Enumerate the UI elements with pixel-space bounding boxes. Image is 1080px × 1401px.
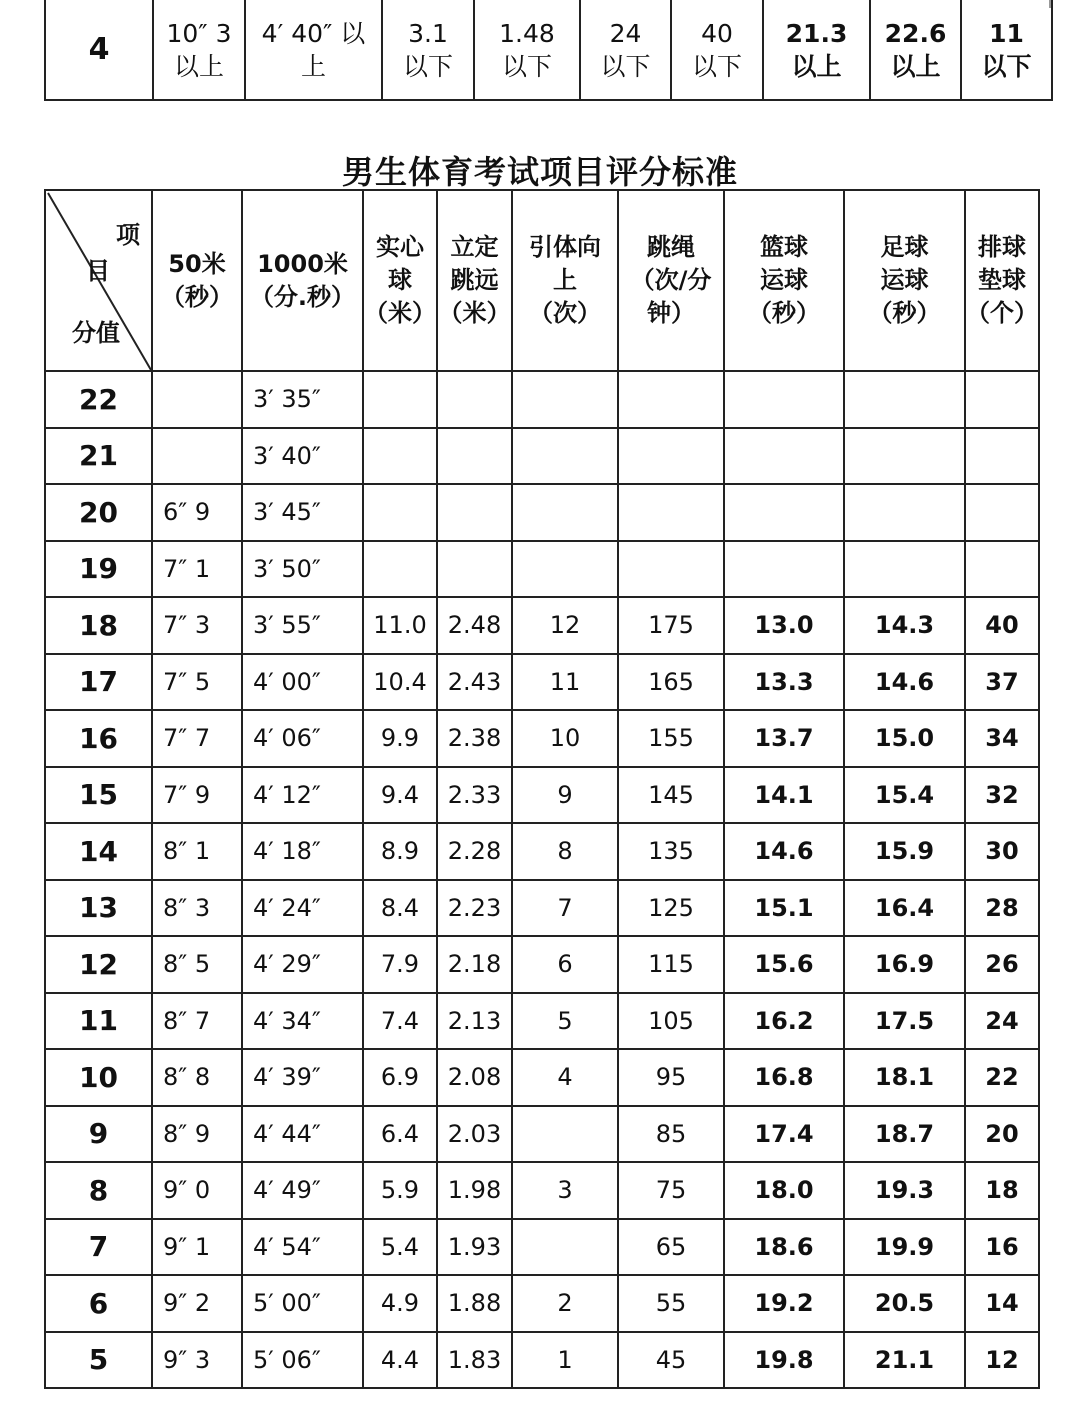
table-cell: 11 以下 — [961, 0, 1052, 100]
table-cell: 1.48 以下 — [474, 0, 580, 100]
column-header-line: 1000米 — [257, 249, 348, 278]
table-cell: 55 — [618, 1275, 724, 1332]
table-cell: 11 — [512, 654, 618, 711]
score-cell: 16 — [45, 710, 152, 767]
table-cell: 3′ 35″ — [242, 371, 363, 428]
table-cell: 145 — [618, 767, 724, 824]
table-cell: 9.9 — [363, 710, 437, 767]
table-cell: 11.0 — [363, 597, 437, 654]
table-cell: 19.2 — [724, 1275, 844, 1332]
table-row — [45, 1332, 1039, 1389]
column-header-line: 上 — [553, 266, 577, 294]
column-header — [512, 190, 618, 371]
table-cell: 12 — [965, 1332, 1039, 1389]
table-cell: 4′ 00″ — [242, 654, 363, 711]
table-cell — [437, 484, 512, 541]
table-cell: 4.9 — [363, 1275, 437, 1332]
table-row — [45, 484, 1039, 541]
table-cell — [844, 484, 965, 541]
table-cell: 8.9 — [363, 823, 437, 880]
score-cell: 22 — [45, 371, 152, 428]
table-cell: 13.3 — [724, 654, 844, 711]
corner-header — [45, 190, 152, 371]
column-header-line: 立定 — [450, 233, 499, 261]
table-cell: 8″ 9 — [152, 1106, 242, 1163]
table-row — [45, 1162, 1039, 1219]
table-cell: 7″ 9 — [152, 767, 242, 824]
score-cell: 20 — [45, 484, 152, 541]
table-cell: 8″ 8 — [152, 1049, 242, 1106]
table-cell: 15.0 — [844, 710, 965, 767]
table-cell — [965, 484, 1039, 541]
table-cell: 2.23 — [437, 880, 512, 937]
table-cell: 10 — [512, 710, 618, 767]
table-cell — [512, 484, 618, 541]
table-cell: 19.8 — [724, 1332, 844, 1389]
table-cell: 1 — [512, 1332, 618, 1389]
table-cell: 14 — [965, 1275, 1039, 1332]
column-header-line: 垫球 — [978, 266, 1026, 294]
table-cell: 135 — [618, 823, 724, 880]
column-header-line: （分.秒） — [249, 282, 356, 311]
column-header-line: 实心 — [376, 233, 424, 261]
table-cell: 3′ 45″ — [242, 484, 363, 541]
table-row — [45, 823, 1039, 880]
table-cell — [512, 428, 618, 485]
table-cell: 7″ 1 — [152, 541, 242, 598]
table-cell: 4′ 06″ — [242, 710, 363, 767]
column-header-line: （个） — [966, 299, 1038, 327]
score-cell: 17 — [45, 654, 152, 711]
table-row — [45, 428, 1039, 485]
table-cell: 14.3 — [844, 597, 965, 654]
table-cell: 125 — [618, 880, 724, 937]
table-cell: 19.3 — [844, 1162, 965, 1219]
table-cell: 6.9 — [363, 1049, 437, 1106]
table-cell — [512, 1106, 618, 1163]
column-header-line: 排球 — [978, 233, 1026, 261]
table-cell — [363, 371, 437, 428]
table-cell: 3′ 50″ — [242, 541, 363, 598]
table-cell: 8″ 5 — [152, 936, 242, 993]
table-cell: 34 — [965, 710, 1039, 767]
table-row — [45, 1275, 1039, 1332]
corner-label-item2: 目 — [86, 257, 110, 285]
table-cell: 5′ 06″ — [242, 1332, 363, 1389]
table-cell — [437, 371, 512, 428]
table-cell: 17.5 — [844, 993, 965, 1050]
table-cell: 9 — [512, 767, 618, 824]
table-cell — [512, 541, 618, 598]
column-header-line: （秒） — [161, 282, 233, 311]
table-cell: 8″ 7 — [152, 993, 242, 1050]
score-cell: 19 — [45, 541, 152, 598]
score-cell: 14 — [45, 823, 152, 880]
column-header — [724, 190, 844, 371]
table-cell: 4′ 49″ — [242, 1162, 363, 1219]
column-header-line: 运球 — [760, 266, 808, 294]
table-cell — [618, 428, 724, 485]
table-cell: 18.6 — [724, 1219, 844, 1276]
table-cell: 45 — [618, 1332, 724, 1389]
column-header — [437, 190, 512, 371]
table-cell: 15.1 — [724, 880, 844, 937]
table-cell: 2.13 — [437, 993, 512, 1050]
table-cell — [618, 484, 724, 541]
table-cell: 16.4 — [844, 880, 965, 937]
table-row — [45, 936, 1039, 993]
table-cell: 2.08 — [437, 1049, 512, 1106]
score-cell: 10 — [45, 1049, 152, 1106]
table-cell — [844, 428, 965, 485]
table-cell: 14.6 — [844, 654, 965, 711]
score-cell: 4 — [45, 0, 153, 100]
table-cell — [152, 428, 242, 485]
table-cell: 9″ 1 — [152, 1219, 242, 1276]
table-row — [45, 654, 1039, 711]
table-cell: 13.0 — [724, 597, 844, 654]
column-header-line: 足球 — [880, 233, 929, 261]
table-cell: 1.88 — [437, 1275, 512, 1332]
table-cell — [512, 371, 618, 428]
table-row — [45, 1049, 1039, 1106]
table-cell: 4′ 34″ — [242, 993, 363, 1050]
table-cell: 18.7 — [844, 1106, 965, 1163]
table-cell — [965, 428, 1039, 485]
table-cell: 7 — [512, 880, 618, 937]
table-cell — [437, 428, 512, 485]
table-cell: 22 — [965, 1049, 1039, 1106]
table-cell: 21.1 — [844, 1332, 965, 1389]
table-cell: 65 — [618, 1219, 724, 1276]
table-cell: 4′ 39″ — [242, 1049, 363, 1106]
table-cell: 16.9 — [844, 936, 965, 993]
table-cell: 1.83 — [437, 1332, 512, 1389]
column-header — [965, 190, 1039, 371]
table-row — [45, 880, 1039, 937]
table-cell: 6.4 — [363, 1106, 437, 1163]
table-cell — [844, 371, 965, 428]
column-header-line: （秒） — [748, 299, 820, 327]
table-cell — [363, 541, 437, 598]
column-header-line: （米） — [364, 299, 436, 327]
table-cell — [965, 541, 1039, 598]
table-cell: 2.38 — [437, 710, 512, 767]
score-cell: 11 — [45, 993, 152, 1050]
table-row — [45, 1219, 1039, 1276]
table-cell: 7.9 — [363, 936, 437, 993]
table-cell: 2.18 — [437, 936, 512, 993]
table-cell: 8 — [512, 823, 618, 880]
score-cell: 15 — [45, 767, 152, 824]
table-cell: 14.1 — [724, 767, 844, 824]
column-header — [363, 190, 437, 371]
table-cell: 13.7 — [724, 710, 844, 767]
table-cell: 15.6 — [724, 936, 844, 993]
table-cell: 6 — [512, 936, 618, 993]
table-cell: 105 — [618, 993, 724, 1050]
page-edge-mark — [1049, 0, 1051, 8]
table-cell: 32 — [965, 767, 1039, 824]
table-row — [45, 993, 1039, 1050]
table-cell: 4 — [512, 1049, 618, 1106]
table-cell: 85 — [618, 1106, 724, 1163]
table-cell: 5.4 — [363, 1219, 437, 1276]
table-cell: 175 — [618, 597, 724, 654]
table-cell: 8″ 1 — [152, 823, 242, 880]
score-cell: 21 — [45, 428, 152, 485]
table-cell: 2.03 — [437, 1106, 512, 1163]
table-cell: 40 以下 — [671, 0, 763, 100]
table-cell: 7″ 3 — [152, 597, 242, 654]
table-cell: 9.4 — [363, 767, 437, 824]
table-cell: 24 以下 — [580, 0, 671, 100]
table-cell: 14.6 — [724, 823, 844, 880]
table-row — [45, 710, 1039, 767]
table-cell: 3′ 40″ — [242, 428, 363, 485]
table-row — [45, 597, 1039, 654]
table-cell — [724, 484, 844, 541]
table-cell: 18 — [965, 1162, 1039, 1219]
table-cell — [363, 484, 437, 541]
table-cell: 4′ 12″ — [242, 767, 363, 824]
table-cell: 19.9 — [844, 1219, 965, 1276]
table-cell: 4′ 18″ — [242, 823, 363, 880]
table-cell: 16.2 — [724, 993, 844, 1050]
table-cell — [965, 371, 1039, 428]
scoring-table — [44, 189, 1040, 1389]
header-row — [45, 190, 1039, 371]
table-cell: 18.1 — [844, 1049, 965, 1106]
column-header-line: 跳绳 — [647, 233, 695, 261]
table-cell: 28 — [965, 880, 1039, 937]
table-cell: 15.9 — [844, 823, 965, 880]
table-cell: 7″ 7 — [152, 710, 242, 767]
previous-table-fragment — [44, 0, 1053, 101]
page-title: 男生体育考试项目评分标准 — [341, 153, 738, 191]
column-header-line: 球 — [388, 266, 412, 294]
table-cell: 7.4 — [363, 993, 437, 1050]
table-cell: 75 — [618, 1162, 724, 1219]
table-cell: 9″ 0 — [152, 1162, 242, 1219]
table-cell: 8.4 — [363, 880, 437, 937]
table-cell: 3′ 55″ — [242, 597, 363, 654]
table-cell: 2 — [512, 1275, 618, 1332]
table-cell: 20.5 — [844, 1275, 965, 1332]
column-header — [844, 190, 965, 371]
table-cell — [618, 371, 724, 428]
table-cell: 4′ 54″ — [242, 1219, 363, 1276]
table-cell — [437, 541, 512, 598]
table-cell — [512, 1219, 618, 1276]
corner-label-item: 项 — [116, 221, 140, 249]
table-cell — [724, 371, 844, 428]
table-cell: 115 — [618, 936, 724, 993]
column-header-line: （米） — [438, 299, 511, 327]
column-header — [242, 190, 363, 371]
column-header-line: （秒） — [868, 299, 941, 327]
table-cell: 1.98 — [437, 1162, 512, 1219]
table-body — [45, 371, 1039, 1388]
table-cell — [618, 541, 724, 598]
column-header-line: 运球 — [880, 266, 929, 294]
table-cell: 16.8 — [724, 1049, 844, 1106]
table-cell: 5 — [512, 993, 618, 1050]
column-header-line: 引体向 — [529, 233, 601, 261]
table-cell: 37 — [965, 654, 1039, 711]
column-header-line: 篮球 — [760, 233, 808, 261]
table-cell: 2.33 — [437, 767, 512, 824]
table-cell: 20 — [965, 1106, 1039, 1163]
table-cell: 155 — [618, 710, 724, 767]
table-cell: 95 — [618, 1049, 724, 1106]
column-header — [618, 190, 724, 371]
score-cell: 6 — [45, 1275, 152, 1332]
table-cell: 17.4 — [724, 1106, 844, 1163]
score-cell: 7 — [45, 1219, 152, 1276]
table-cell: 5.9 — [363, 1162, 437, 1219]
score-cell: 5 — [45, 1332, 152, 1389]
table-cell: 2.28 — [437, 823, 512, 880]
column-header-line: 跳远 — [450, 266, 499, 294]
column-header — [152, 190, 242, 371]
table-row — [45, 767, 1039, 824]
table-cell: 5′ 00″ — [242, 1275, 363, 1332]
table-cell: 30 — [965, 823, 1039, 880]
column-header-line: 钟） — [647, 299, 695, 327]
table-row — [45, 371, 1039, 428]
score-cell: 18 — [45, 597, 152, 654]
table-cell: 15.4 — [844, 767, 965, 824]
column-header-line: 50米 — [168, 249, 226, 278]
corner-label-score: 分值 — [72, 319, 120, 347]
table-cell: 22.6 以上 — [870, 0, 961, 100]
table-cell: 40 — [965, 597, 1039, 654]
table-cell: 12 — [512, 597, 618, 654]
table-cell: 3 — [512, 1162, 618, 1219]
table-cell: 4′ 40″ 以 上 — [245, 0, 382, 100]
column-header-line: （次） — [529, 299, 601, 327]
score-cell: 12 — [45, 936, 152, 993]
table-cell: 4′ 29″ — [242, 936, 363, 993]
table-cell: 4′ 24″ — [242, 880, 363, 937]
table-cell: 165 — [618, 654, 724, 711]
table-cell — [363, 428, 437, 485]
table-cell: 2.43 — [437, 654, 512, 711]
table-cell — [844, 541, 965, 598]
table-cell — [724, 541, 844, 598]
score-cell: 9 — [45, 1106, 152, 1163]
table-cell: 21.3 以上 — [763, 0, 870, 100]
table-cell: 7″ 5 — [152, 654, 242, 711]
table-cell: 16 — [965, 1219, 1039, 1276]
table-cell: 10.4 — [363, 654, 437, 711]
table-cell: 6″ 9 — [152, 484, 242, 541]
table-cell: 8″ 3 — [152, 880, 242, 937]
table-row — [45, 0, 1052, 100]
table-cell: 2.48 — [437, 597, 512, 654]
table-cell — [152, 371, 242, 428]
table-row — [45, 541, 1039, 598]
score-cell: 8 — [45, 1162, 152, 1219]
table-row — [45, 1106, 1039, 1163]
table-cell: 4′ 44″ — [242, 1106, 363, 1163]
table-cell — [724, 428, 844, 485]
table-cell: 24 — [965, 993, 1039, 1050]
table-cell: 26 — [965, 936, 1039, 993]
table-cell: 18.0 — [724, 1162, 844, 1219]
table-cell: 4.4 — [363, 1332, 437, 1389]
table-cell: 1.93 — [437, 1219, 512, 1276]
score-cell: 13 — [45, 880, 152, 937]
column-header-line: （次/分 — [630, 266, 712, 294]
table-cell: 9″ 3 — [152, 1332, 242, 1389]
table-cell: 10″ 3 以上 — [153, 0, 245, 100]
table-cell: 9″ 2 — [152, 1275, 242, 1332]
table-cell: 3.1 以下 — [382, 0, 474, 100]
